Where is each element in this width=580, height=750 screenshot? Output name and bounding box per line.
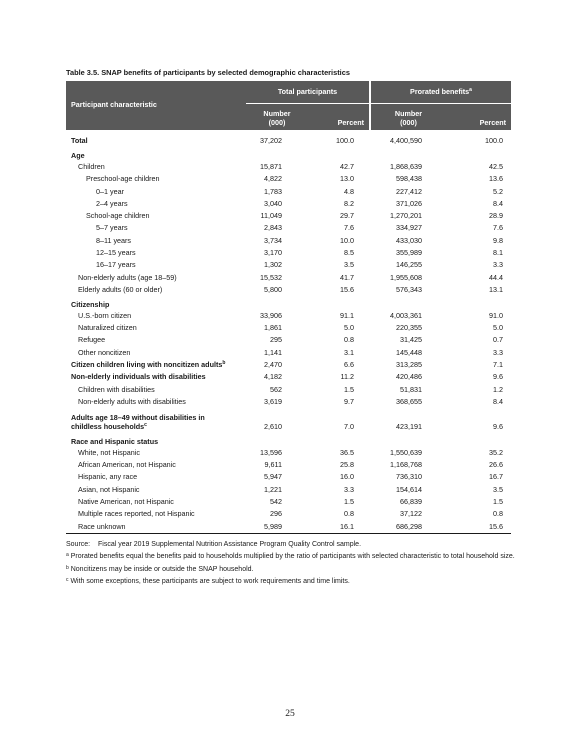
table-row — [66, 197, 511, 209]
row-label-text: Multiple races reported, not Hispanic — [78, 509, 195, 519]
cell-number-benefits: 736,310 — [396, 472, 422, 482]
table-row — [66, 322, 511, 334]
cell-number-participants: 3,619 — [264, 396, 282, 406]
footnote-b-text: Noncitizens may be inside or outside the SNAP household. — [70, 565, 254, 573]
row-label-text: Age — [71, 151, 85, 160]
cell-percent-benefits: 8.4 — [493, 396, 503, 406]
cell-number-benefits: 220,355 — [396, 323, 422, 333]
row-label — [66, 371, 246, 383]
table-row — [66, 408, 511, 433]
cell-number-benefits: 1,270,201 — [390, 211, 422, 221]
cell-number-benefits: 1,955,608 — [390, 272, 422, 282]
row-label-text: School-age children — [86, 211, 150, 221]
table-row — [66, 483, 511, 495]
cell-number-participants: 3,734 — [264, 235, 282, 245]
cell-percent-participants: 6.6 — [344, 359, 354, 369]
row-label — [66, 396, 246, 408]
footnote-marker-a: a — [469, 87, 472, 94]
cell-percent-benefits: 3.3 — [493, 347, 503, 357]
cell-number-participants: 5,800 — [264, 284, 282, 294]
cell-percent-benefits: 7.1 — [493, 359, 503, 369]
row-label-text: Race and Hispanic status — [71, 436, 159, 446]
cell-percent-benefits: 100.0 — [485, 136, 503, 146]
table-row — [66, 359, 511, 371]
cell-number-benefits: 154,614 — [396, 484, 422, 494]
table-row — [66, 284, 511, 296]
section-header-row — [66, 296, 511, 310]
cell-percent-benefits: 15.6 — [446, 520, 511, 533]
cell-number-participants: 2,610 — [264, 422, 282, 432]
source-text: Fiscal year 2019 Supplemental Nutrition Assistance Program Quality Control sample. — [98, 541, 362, 548]
table-row — [66, 459, 511, 471]
row-label — [66, 284, 246, 296]
row-label-text: Citizenship — [71, 299, 110, 309]
row-label — [66, 247, 246, 259]
row-label — [66, 296, 511, 310]
cell-number-benefits: 420,486 — [396, 372, 422, 382]
row-label — [66, 471, 246, 483]
cell-percent-participants: 3.1 — [344, 347, 354, 357]
cell-percent-benefits: 5.2 — [493, 186, 503, 196]
cell-percent-benefits: 91.0 — [489, 310, 503, 320]
cell-number-benefits: 576,343 — [396, 284, 422, 294]
row-label-text: Non-elderly adults with disabilities — [78, 396, 186, 406]
cell-number-participants: 562 — [270, 384, 282, 394]
table-row — [66, 446, 511, 458]
cell-percent-participants: 3.3 — [344, 484, 354, 494]
row-label — [66, 322, 246, 334]
header-percent-total: Percent — [308, 104, 370, 131]
header-total-participants: Total participants — [246, 81, 370, 104]
row-label — [66, 222, 246, 234]
row-label — [66, 496, 246, 508]
cell-percent-benefits: 13.1 — [489, 284, 503, 294]
cell-percent-participants: 100.0 — [336, 136, 354, 146]
cell-number-participants: 1,861 — [264, 323, 282, 333]
cell-number-benefits: 686,298 — [370, 520, 446, 533]
row-label-text: U.S.-born citizen — [78, 310, 132, 320]
row-label — [66, 173, 246, 185]
row-label — [66, 483, 246, 495]
table-row — [66, 210, 511, 222]
row-label — [66, 346, 246, 358]
cell-number-benefits: 145,448 — [396, 347, 422, 357]
header-number-prorated — [370, 104, 446, 131]
cell-number-participants: 1,302 — [264, 260, 282, 270]
cell-percent-benefits: 3.3 — [493, 260, 503, 270]
footnote-b — [66, 565, 516, 575]
row-label — [66, 309, 246, 321]
table-body — [66, 130, 511, 533]
header-percent-prorated: Percent — [446, 104, 511, 131]
table-row — [66, 173, 511, 185]
source-label: Source: — [66, 541, 91, 548]
section-header-row — [66, 433, 511, 447]
cell-number-benefits: 1,868,639 — [390, 161, 422, 171]
table-row — [66, 185, 511, 197]
cell-number-benefits: 51,831 — [400, 384, 422, 394]
table-row — [66, 271, 511, 283]
cell-percent-benefits: 16.7 — [489, 472, 503, 482]
cell-number-participants: 5,947 — [264, 472, 282, 482]
row-label-text: 5–7 years — [96, 223, 128, 233]
row-label — [66, 130, 246, 147]
cell-number-benefits: 334,927 — [396, 223, 422, 233]
table-row — [66, 130, 511, 147]
table-row — [66, 520, 511, 533]
cell-number-benefits: 313,285 — [396, 359, 422, 369]
cell-percent-benefits: 9.6 — [493, 422, 503, 432]
cell-percent-benefits: 3.5 — [493, 484, 503, 494]
cell-percent-participants: 29.7 — [340, 211, 354, 221]
row-label-text: Race unknown — [78, 521, 126, 531]
cell-percent-benefits: 9.6 — [493, 372, 503, 382]
header-number-label: Number — [263, 108, 291, 118]
cell-number-benefits: 4,003,361 — [390, 310, 422, 320]
cell-number-benefits: 368,655 — [396, 396, 422, 406]
row-label — [66, 508, 246, 520]
table-row — [66, 234, 511, 246]
header-number-unit: (000) — [268, 118, 286, 128]
row-label — [66, 147, 511, 161]
table-row — [66, 471, 511, 483]
row-label-text: Preschool-age children — [86, 174, 160, 184]
header-prorated-benefits-label: Prorated benefits — [410, 87, 470, 97]
footnote-c-mark: c — [66, 577, 69, 584]
row-label-text: Refugee — [78, 335, 106, 345]
row-label — [66, 334, 246, 346]
row-label-text: Asian, not Hispanic — [78, 484, 140, 494]
table-row — [66, 508, 511, 520]
cell-percent-benefits: 8.4 — [493, 198, 503, 208]
header-number-label: Number — [394, 108, 423, 118]
row-label — [66, 408, 246, 433]
row-label-text: Elderly adults (60 or older) — [78, 284, 163, 294]
table-row — [66, 383, 511, 395]
table-notes — [66, 540, 516, 590]
cell-number-benefits: 146,255 — [396, 260, 422, 270]
cell-number-participants: 1,783 — [264, 186, 282, 196]
cell-percent-benefits: 8.1 — [493, 248, 503, 258]
cell-percent-benefits: 9.8 — [493, 235, 503, 245]
cell-percent-participants: 0.8 — [344, 335, 354, 345]
cell-number-participants: 37,202 — [260, 136, 282, 146]
row-label-text: Children with disabilities — [78, 384, 155, 394]
row-label-text: White, not Hispanic — [78, 447, 140, 457]
footnote-marker: c — [144, 422, 147, 429]
cell-percent-participants: 25.8 — [340, 460, 354, 470]
cell-number-participants: 15,871 — [260, 161, 282, 171]
row-label-text: Citizen children living with noncitizen adults — [71, 359, 223, 369]
cell-percent-participants: 8.5 — [344, 248, 354, 258]
table-title: Table 3.5. SNAP benefits of participants by selected demographic characteristics — [66, 68, 350, 77]
cell-percent-participants: 42.7 — [340, 161, 354, 171]
cell-percent-participants: 7.6 — [344, 223, 354, 233]
header-number-unit: (000) — [400, 118, 417, 128]
cell-percent-participants: 10.0 — [340, 235, 354, 245]
row-label — [66, 197, 246, 209]
cell-number-participants: 542 — [270, 496, 282, 506]
cell-number-participants: 2,843 — [264, 223, 282, 233]
cell-percent-participants: 11.2 — [340, 372, 354, 382]
cell-number-participants: 3,170 — [264, 248, 282, 258]
row-label — [66, 433, 511, 447]
cell-percent-benefits: 13.6 — [489, 174, 503, 184]
cell-number-participants: 4,822 — [264, 174, 282, 184]
snap-benefits-table — [66, 81, 511, 534]
row-label — [66, 185, 246, 197]
cell-number-benefits: 227,412 — [396, 186, 422, 196]
cell-percent-participants: 3.5 — [344, 260, 354, 270]
table-row — [66, 396, 511, 408]
cell-number-participants: 296 — [270, 509, 282, 519]
row-label-text: Hispanic, any race — [78, 472, 138, 482]
row-label — [66, 459, 246, 471]
section-header-row — [66, 147, 511, 161]
header-prorated-benefits — [370, 81, 511, 104]
header-number-total — [246, 104, 308, 131]
row-label-text: 2–4 years — [96, 198, 128, 208]
cell-number-participants: 33,906 — [260, 310, 282, 320]
cell-percent-benefits: 0.8 — [493, 509, 503, 519]
cell-number-participants: 11,049 — [260, 211, 282, 221]
header-participant-characteristic: Participant characteristic — [66, 81, 246, 130]
table-row — [66, 222, 511, 234]
cell-percent-participants: 7.0 — [344, 422, 354, 432]
cell-number-benefits: 433,030 — [396, 235, 422, 245]
cell-percent-participants: 4.8 — [344, 186, 354, 196]
row-label-text: 12–15 years — [96, 248, 136, 258]
table-row — [66, 259, 511, 271]
source-note — [66, 540, 516, 550]
cell-percent-participants: 16.1 — [308, 520, 370, 533]
cell-percent-participants: 8.2 — [344, 198, 354, 208]
cell-percent-participants: 16.0 — [340, 472, 354, 482]
cell-percent-participants: 13.0 — [340, 174, 354, 184]
row-label-text: Children — [78, 161, 105, 171]
cell-number-participants: 5,989 — [246, 520, 308, 533]
row-label-text: Other noncitizen — [78, 347, 131, 357]
footnote-marker: b — [222, 359, 226, 366]
cell-number-participants: 9,611 — [264, 460, 282, 470]
cell-number-benefits: 371,026 — [396, 198, 422, 208]
row-label — [66, 446, 246, 458]
row-label — [66, 520, 246, 533]
row-label — [66, 383, 246, 395]
cell-percent-participants: 5.0 — [344, 323, 354, 333]
row-label — [66, 234, 246, 246]
row-label — [66, 271, 246, 283]
cell-percent-participants: 1.5 — [344, 384, 354, 394]
cell-number-benefits: 4,400,590 — [390, 136, 422, 146]
row-label-text: Native American, not Hispanic — [78, 496, 174, 506]
cell-number-benefits: 423,191 — [396, 422, 422, 432]
row-label-text: 16–17 years — [96, 260, 136, 270]
footnote-a-text: Prorated benefits equal the benefits paid to households multiplied by the ratio of participants with selected characteristic to total household size. — [70, 553, 515, 561]
row-label-text: African American, not Hispanic — [78, 460, 176, 470]
cell-percent-participants: 15.6 — [340, 284, 354, 294]
table-row — [66, 247, 511, 259]
row-label-text: Adults age 18–49 without disabilities in — [71, 412, 205, 422]
row-label — [66, 161, 246, 173]
cell-percent-benefits: 42.5 — [489, 161, 503, 171]
footnote-c-text: With some exceptions, these participants are subject to work requirements and time limits. — [70, 578, 350, 586]
page-number: 25 — [285, 708, 295, 719]
cell-number-participants: 2,470 — [264, 359, 282, 369]
cell-number-participants: 1,141 — [264, 347, 282, 357]
row-label — [66, 259, 246, 271]
cell-percent-participants: 0.8 — [344, 509, 354, 519]
table-header — [66, 81, 511, 130]
table-row — [66, 309, 511, 321]
row-label-text: Non-elderly adults (age 18–59) — [78, 272, 177, 282]
cell-percent-participants: 9.7 — [344, 396, 354, 406]
cell-number-participants: 1,221 — [264, 484, 282, 494]
row-label-text: Naturalized citizen — [78, 323, 137, 333]
row-label-text: Total — [71, 136, 88, 146]
footnote-c — [66, 577, 516, 587]
table-row — [66, 161, 511, 173]
cell-number-benefits: 1,550,639 — [390, 447, 422, 457]
row-label-text: Non-elderly individuals with disabilities — [71, 372, 206, 382]
table-row — [66, 334, 511, 346]
cell-percent-benefits: 1.5 — [493, 496, 503, 506]
cell-number-benefits: 66,839 — [400, 496, 422, 506]
cell-percent-benefits: 26.6 — [489, 460, 503, 470]
cell-number-benefits: 37,122 — [400, 509, 422, 519]
cell-percent-benefits: 44.4 — [489, 272, 503, 282]
cell-percent-benefits: 35.2 — [489, 447, 503, 457]
cell-number-participants: 3,040 — [264, 198, 282, 208]
table-row — [66, 371, 511, 383]
cell-percent-participants: 91.1 — [340, 310, 354, 320]
cell-percent-participants: 36.5 — [340, 447, 354, 457]
cell-number-participants: 295 — [270, 335, 282, 345]
cell-number-benefits: 1,168,768 — [390, 460, 422, 470]
cell-number-benefits: 355,989 — [396, 248, 422, 258]
cell-percent-benefits: 1.2 — [493, 384, 503, 394]
cell-percent-benefits: 5.0 — [493, 323, 503, 333]
cell-number-participants: 15,532 — [260, 272, 282, 282]
cell-number-participants: 4,182 — [264, 372, 282, 382]
row-label-text-line2: childless households — [71, 422, 145, 432]
row-label — [66, 210, 246, 222]
footnote-a — [66, 552, 516, 562]
cell-percent-participants: 1.5 — [344, 496, 354, 506]
cell-number-benefits: 598,438 — [396, 174, 422, 184]
row-label-text: 8–11 years — [96, 235, 132, 245]
footnote-b-mark: b — [66, 564, 69, 571]
cell-number-participants: 13,596 — [260, 447, 282, 457]
footnote-a-mark: a — [66, 552, 69, 559]
table-row — [66, 496, 511, 508]
cell-percent-benefits: 28.9 — [489, 211, 503, 221]
cell-percent-benefits: 0.7 — [493, 335, 503, 345]
cell-percent-benefits: 7.6 — [493, 223, 503, 233]
cell-percent-participants: 41.7 — [340, 272, 354, 282]
table-row — [66, 346, 511, 358]
cell-number-benefits: 31,425 — [400, 335, 422, 345]
row-label-text: 0–1 year — [96, 186, 124, 196]
row-label — [66, 359, 246, 371]
